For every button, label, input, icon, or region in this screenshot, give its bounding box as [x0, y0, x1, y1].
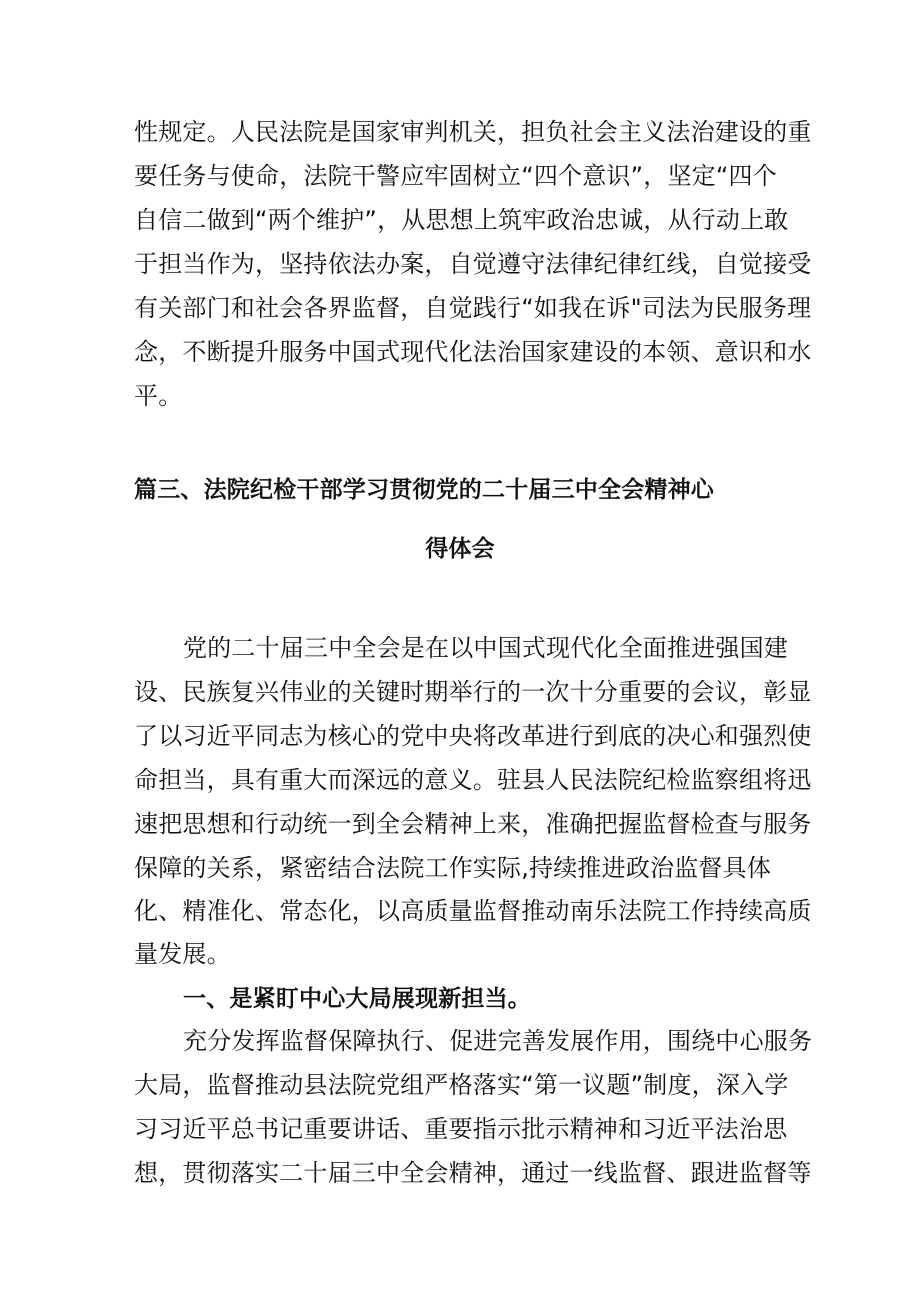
intro-line-4: 命担当，具有重大而深远的意义。驻县人民法院纪检监察组将迅: [134, 766, 812, 794]
point-one-line-1: 充分发挥监督保障执行、促进完善发展作用，围绕中心服务: [183, 1027, 813, 1055]
continuation-line-2: 要任务与使命，法院干警应牢固树立“四个意识”，坚定“四个: [134, 162, 777, 190]
section-title-line-2: 得体会: [425, 536, 495, 562]
continuation-line-4: 于担当作为，坚持依法办案，自觉遵守法律纪律红线，自觉接受: [134, 250, 812, 278]
intro-line-6: 保障的关系，紧密结合法院工作实际,持续推进政治监督具体: [134, 854, 772, 882]
point-one-line-2: 大局，监督推动县法院党组严格落实“第一议题”制度，深入学: [134, 1071, 789, 1099]
section-title-line-1: 篇三、法院纪检干部学习贯彻党的二十届三中全会精神心: [134, 477, 714, 503]
intro-line-5: 速把思想和行动统一到全会精神上来，准确把握监督检查与服务: [134, 810, 812, 838]
point-one-heading: 一、是紧盯中心大局展现新担当。: [183, 986, 531, 1012]
intro-line-8: 量发展。: [134, 940, 231, 968]
continuation-line-5: 有关部门和社会各界监督，自觉践行“如我在诉"司法为民服务理: [134, 294, 812, 322]
point-one-line-3: 习习近平总书记重要讲话、重要指示批示精神和习近平法治思: [134, 1115, 788, 1143]
point-one-line-4: 想，贯彻落实二十届三中全会精神，通过一线监督、跟进监督等: [134, 1159, 812, 1187]
continuation-line-7: 平。: [134, 382, 183, 410]
continuation-line-3: 自信二做到“两个维护”，从思想上筑牢政治忠诚，从行动上敢: [134, 206, 789, 234]
intro-line-1: 党的二十届三中全会是在以中国式现代化全面推进强国建: [183, 634, 788, 662]
continuation-line-6: 念，不断提升服务中国式现代化法治国家建设的本领、意识和水: [134, 338, 812, 366]
intro-line-3: 了以习近平同志为核心的党中央将改革进行到底的决心和强烈使: [134, 722, 812, 750]
intro-line-7: 化、精准化、常态化，以高质量监督推动南乐法院工作持续高质: [134, 897, 812, 925]
intro-line-2: 设、民族复兴伟业的关键时期举行的一次十分重要的会议，彰显: [134, 678, 812, 706]
continuation-line-1: 性规定。人民法院是国家审判机关，担负社会主义法治建设的重: [134, 118, 812, 146]
